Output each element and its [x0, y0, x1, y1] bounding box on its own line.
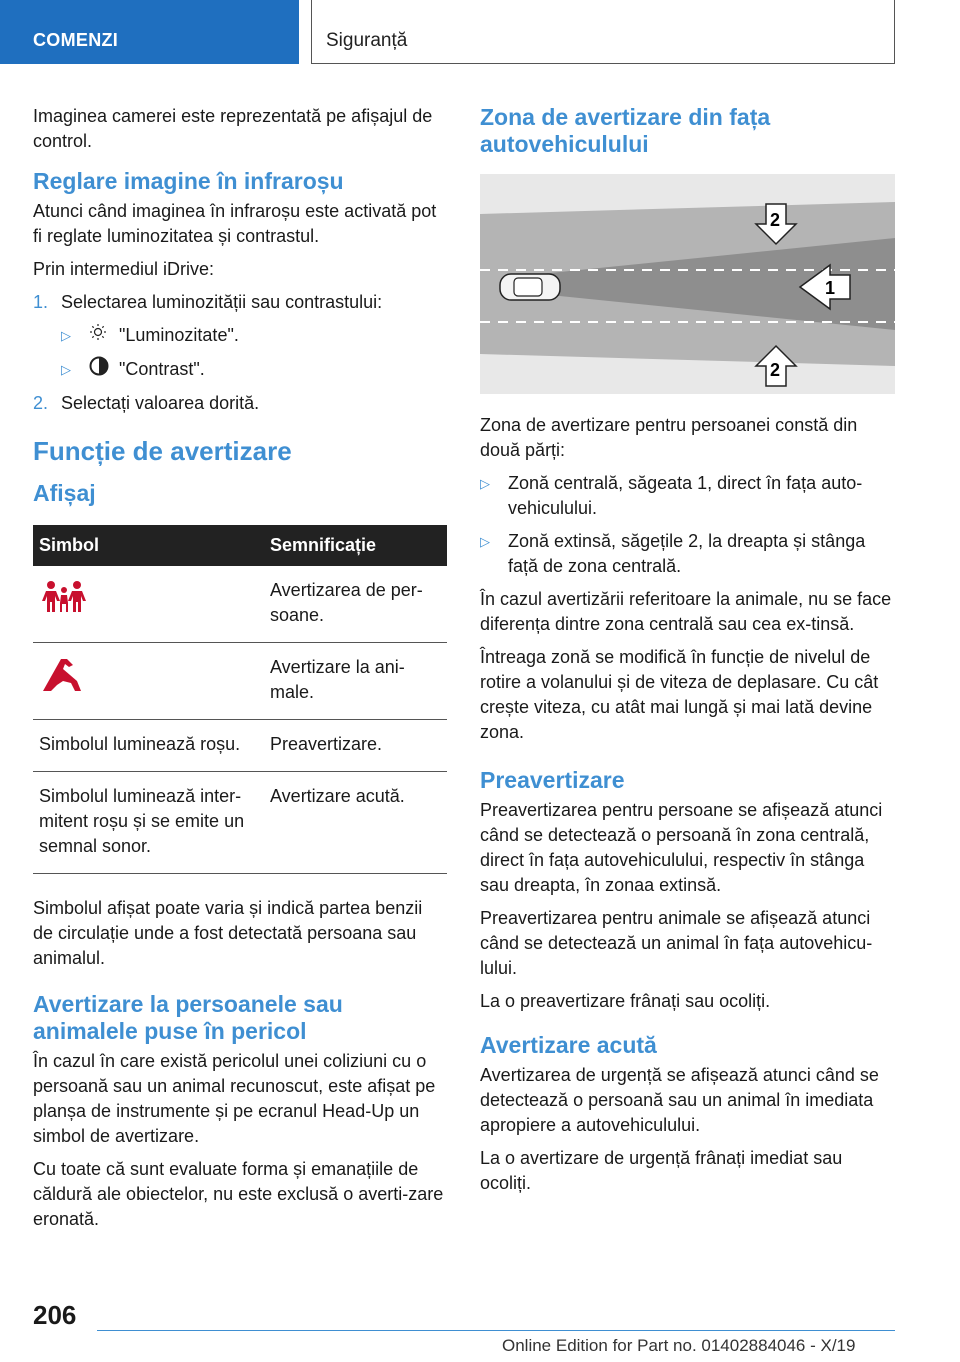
chapter-header [311, 0, 895, 64]
step-1: 1. Selectarea luminozității sau contrastului: [33, 292, 383, 312]
paragraph: Preavertizarea pentru animale se afișează atunci când se detectează un animal în fața autovehicu-lului. [480, 908, 873, 978]
list-item: ▷ Zonă centrală, săgeata 1, direct în fața auto-vehiculului. [480, 471, 895, 521]
persons-warning-icon [39, 598, 91, 618]
paragraph: Cu toate că sunt evaluate forma și emanațiile de căldură ale obiectelor, nu este exclusă o averti-zare eronată. [33, 1159, 444, 1229]
paragraph: În cazul în care există pericolul unei coliziuni cu o persoană sau un animal recunoscut, este afișat pe planșa de instrumente și pe ecranul Head-Up un simbol de avertizare. [33, 1051, 436, 1146]
table-cell: Avertizarea de per-soane. [264, 566, 447, 643]
paragraph: Prin intermediul iDrive: [33, 259, 215, 279]
section-tab [0, 0, 299, 64]
triangle-bullet-icon: ▷ [61, 362, 71, 377]
table-header-symbol: Simbol [33, 525, 264, 566]
table-row [33, 720, 447, 772]
triangle-bullet-icon: ▷ [61, 328, 71, 343]
symbol-table [33, 525, 447, 874]
paragraph: La o preavertizare frânați sau ocoliți. [480, 991, 771, 1011]
paragraph: Avertizarea de urgență se afișează atunci când se detectează o persoană sau un animal în imediata apropiere a autovehiculului. [480, 1065, 879, 1135]
heading-acute-warning: Avertizare acută [480, 1032, 657, 1058]
table-cell: Avertizare acută. [264, 772, 447, 874]
step-2: 2. Selectați valoarea dorită. [33, 393, 260, 413]
triangle-bullet-icon: ▷ [480, 476, 490, 491]
table-header-meaning: Semnificație [264, 525, 447, 566]
paragraph: Preavertizarea pentru persoane se afișează atunci când se detectează o persoană în zona centrală, direct în fața autovehiculului, respectiv în stânga sau dreapta, în zonaa extinsă. [480, 800, 883, 895]
animal-warning-icon [39, 677, 87, 697]
page-number: 206 [33, 1300, 77, 1330]
table-row [33, 772, 447, 874]
table-cell: Avertizare la ani-male. [264, 643, 447, 720]
triangle-bullet-icon: ▷ [480, 534, 490, 549]
svg-text:1: 1 [825, 278, 836, 298]
section-title: COMENZI [33, 30, 119, 50]
table-cell: Preavertizare. [264, 720, 447, 772]
table-cell: Simbolul luminează roșu. [33, 720, 264, 772]
bullet-contrast: ▷ "Contrast". [61, 356, 447, 383]
paragraph: Imaginea camerei este reprezentată pe afișajul de control. [33, 106, 433, 151]
car-icon [500, 274, 560, 300]
warning-zone-diagram [480, 174, 895, 401]
paragraph: Întreaga zonă se modifică în funcție de nivelul de rotire a volanului și de viteza de deplasare. Cu cât crește viteza, cu atât mai lungă și mai lată devine zona. [480, 647, 879, 742]
heading-danger: Avertizare la persoanele sau animalele puse în pericol [33, 991, 343, 1044]
svg-text:2: 2 [770, 210, 781, 230]
right-column [480, 104, 895, 1204]
table-cell: Simbolul luminează inter-mitent roșu și se emite un semnal sonor. [33, 772, 264, 874]
heading-prewarning: Preavertizare [480, 767, 625, 793]
footer-divider [97, 1330, 895, 1331]
heading-warning-zone: Zona de avertizare din fața autovehiculului [480, 104, 771, 157]
contrast-icon [89, 356, 119, 383]
bullet-brightness: ▷ "Luminozitate". [61, 323, 447, 348]
paragraph: Zona de avertizare pentru persoanei constă din două părți: [480, 415, 858, 460]
svg-text:2: 2 [770, 360, 781, 380]
heading-warning-function: Funcție de avertizare [33, 436, 292, 466]
edition-note: Online Edition for Part no. 01402884046 - X/19 [502, 1336, 856, 1355]
heading-infrared: Reglare imagine în infraroșu [33, 168, 344, 194]
table-header-row [33, 525, 447, 566]
table-row [33, 643, 447, 720]
paragraph: Simbolul afișat poate varia și indică partea benzii de circulație unde a fost detectată persoana sau animalul. [33, 898, 423, 968]
paragraph: La o avertizare de urgență frânați imediat sau ocoliți. [480, 1148, 843, 1193]
list-item: ▷ Zonă extinsă, săgețile 2, la dreapta și stânga față de zona centrală. [480, 529, 895, 579]
paragraph: Atunci când imaginea în infraroșu este activată pot fi reglate luminozitatea și contrastul. [33, 201, 437, 246]
paragraph: În cazul avertizării referitoare la animale, nu se face diferența dintre zona centrală sau cea ex-tinsă. [480, 589, 892, 634]
chapter-title: Siguranță [326, 30, 408, 51]
left-column [33, 104, 447, 1240]
brightness-icon [89, 323, 119, 348]
heading-display: Afișaj [33, 480, 96, 506]
table-row [33, 566, 447, 643]
